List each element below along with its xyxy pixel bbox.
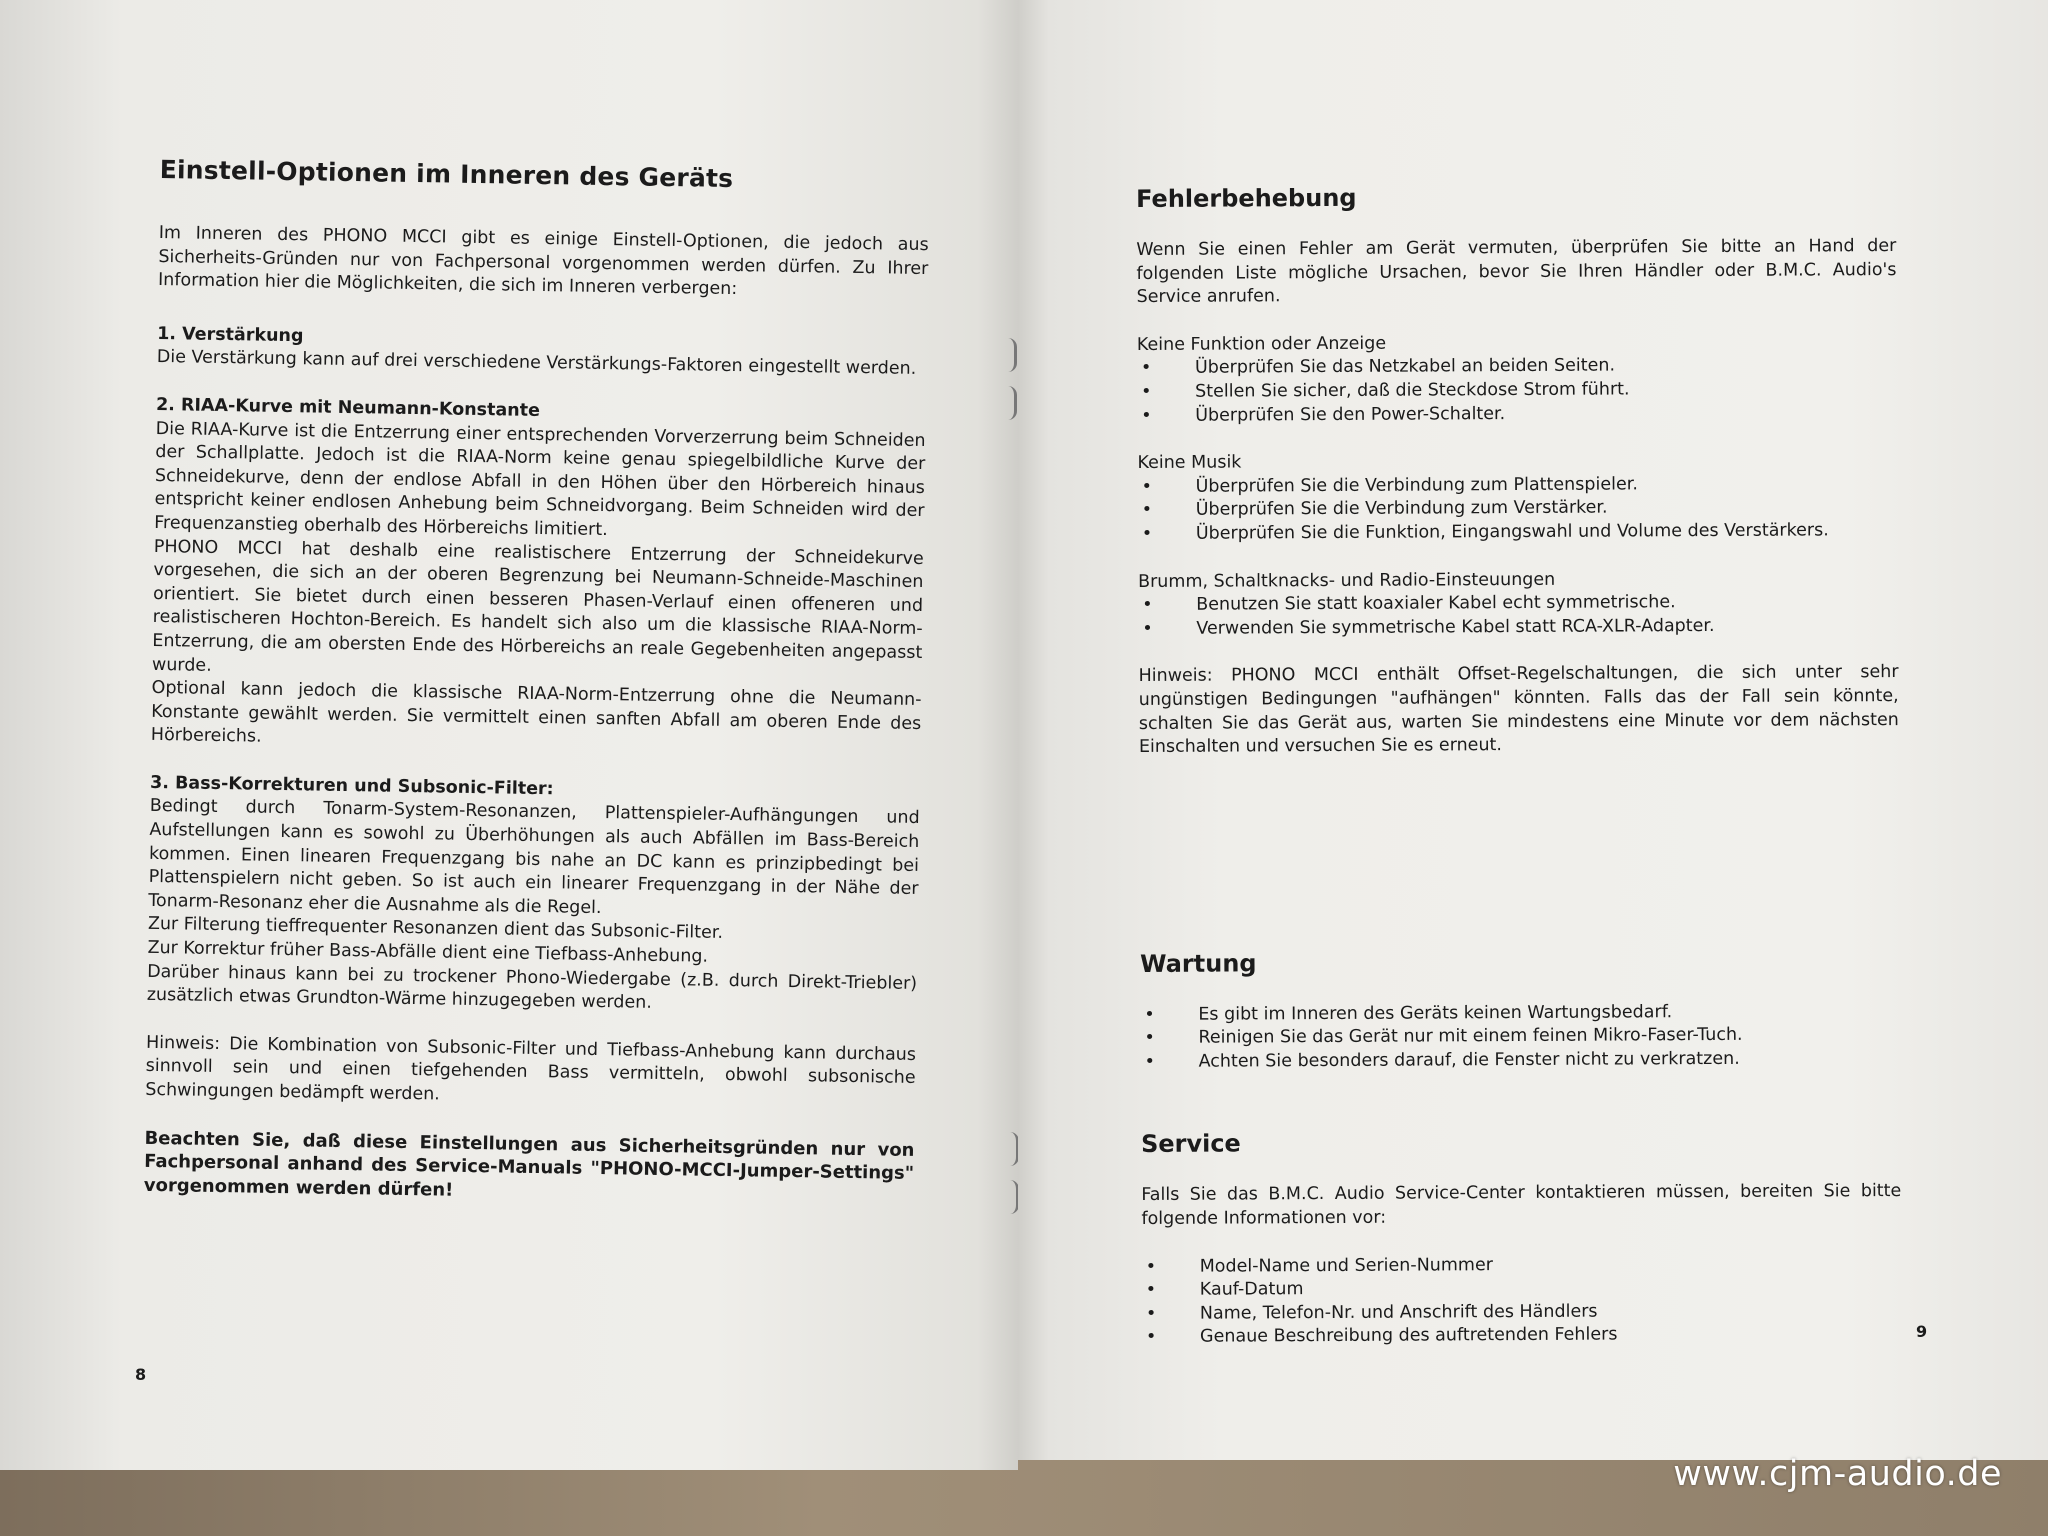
maintenance-section	[1140, 946, 1901, 1075]
checklist	[1137, 353, 1897, 428]
left-page-content	[144, 155, 930, 1209]
hint-paragraph: Hinweis: Die Kombination von Subsonic-Filter und Tiefbass-Anhebung kann durchaus sinnvoll sein und einen tiefgehenden Bass vermitteln, obwohl subsonische Schwingungen bedämpft werden.	[145, 1032, 917, 1105]
left-page-heading: Einstell-Optionen im Inneren des Geräts	[159, 155, 734, 194]
section-paragraph: Zur Korrektur früher Bass-Abfälle dient eine Tiefbass-Anhebung.	[147, 937, 709, 967]
section-riaa	[151, 394, 926, 760]
group-title: Keine Musik	[1137, 452, 1242, 474]
group-no-music	[1137, 448, 1897, 546]
left-page	[0, 0, 1018, 1470]
section-paragraph: Zur Filterung tieffrequenter Resonanzen dient das Subsonic-Filter.	[147, 914, 724, 944]
list-item: • Überprüfen Sie die Funktion, Eingangswahl und Volume des Verstärkers.	[1138, 519, 1898, 547]
list-item: • Es gibt im Inneren des Geräts keinen Wartungsbedarf.	[1140, 1000, 1900, 1028]
group-no-function	[1137, 330, 1897, 428]
service-list	[1142, 1252, 1902, 1350]
list-item: • Überprüfen Sie die Verbindung zum Verstärker.	[1138, 495, 1898, 523]
watermark-url: www.cjm-audio.de	[1673, 1454, 2002, 1494]
section-paragraph: Die RIAA-Kurve ist die Entzerrung einer entsprechenden Vorverzerrung beim Schneiden der Schallplatte. Jedoch ist die RIAA-Norm keine genau spiegelbildliche Kurve der Schneidekurve, denn der endlose Abfall in den Höhen über den Hörbereich hinaus entspricht keiner endlosen Anhebung beim Schneidvorgang. Beim Schneiden wird der Frequenzanstieg oberhalb des Hörbereichs limitiert.	[154, 418, 926, 541]
section-verstaerkung	[157, 323, 928, 382]
list-item: • Benutzen Sie statt koaxialer Kabel echt symmetrische.	[1138, 590, 1898, 618]
service-section	[1141, 1126, 1902, 1350]
section-paragraph: Darüber hinaus kann bei zu trockener Phono-Wiedergabe (z.B. durch Direkt-Triebler) zusätzlich etwas Grundton-Wärme hinzugegeben werden.	[146, 961, 918, 1014]
section-title: 1. Verstärkung	[157, 323, 304, 347]
list-item: • Reinigen Sie das Gerät nur mit einem feinen Mikro-Faser-Tuch.	[1140, 1023, 1900, 1051]
troubleshooting-heading: Fehlerbehebung	[1136, 183, 1357, 213]
section-title: 3. Bass-Korrekturen und Subsonic-Filter:	[149, 772, 554, 800]
section-paragraph: PHONO MCCI hat deshalb eine realistischere Entzerrung der Schneidekurve vorgesehen, die sich an der oberen Begrenzung bei Neumann-Schneide-Maschinen orientiert. Sie bietet durch einen besseren Phasen-Verlauf einen offeneren und realistischeren Hochton-Bereich. Es handelt sich also um die klassische RIAA-Norm-Entzerrung, die am obersten Ende des Hörbereichs an reale Gegebenheiten angepasst wurde.	[151, 536, 924, 676]
checklist	[1138, 472, 1898, 547]
checklist	[1138, 590, 1898, 641]
right-page	[1018, 0, 2048, 1460]
section-paragraph: Die Verstärkung kann auf drei verschiedene Verstärkungs-Faktoren eingestellt werden.	[156, 347, 917, 380]
maintenance-heading: Wartung	[1140, 949, 1257, 978]
group-title: Brumm, Schaltknacks- und Radio-Einsteuungen	[1138, 569, 1556, 592]
left-page-intro: Im Inneren des PHONO MCCI gibt es einige Einstell-Optionen, die jedoch aus Sicherheits-Gründen nur von Fachpersonal vorgenommen werden dürfen. Zu Ihrer Information hier die Möglichkeiten, die sich im Inneren verbergen:	[157, 222, 929, 300]
page-number-right: 9	[1916, 1322, 1928, 1341]
right-page-content	[1136, 181, 1902, 1350]
troubleshooting-intro: Wenn Sie einen Fehler am Gerät vermuten, überprüfen Sie bitte an Hand der folgenden Liste mögliche Ursachen, bevor Sie Ihren Händler oder B.M.C. Audio's Service anrufen.	[1136, 236, 1897, 308]
staple-top	[1008, 338, 1017, 372]
page-number-left: 8	[135, 1365, 147, 1384]
service-heading: Service	[1140, 1129, 1241, 1159]
list-item: • Model-Name und Serien-Nummer	[1142, 1252, 1902, 1280]
list-item: • Verwenden Sie symmetrische Kabel statt RCA-XLR-Adapter.	[1138, 614, 1898, 642]
list-item: • Name, Telefon-Nr. und Anschrift des Händlers	[1142, 1299, 1902, 1327]
section-title: 2. RIAA-Kurve mit Neumann-Konstante	[155, 394, 541, 421]
section-paragraph: Optional kann jedoch die klassische RIAA-Norm-Entzerrung ohne die Neumann-Konstante gewählt werden. Sie vermittelt einen sanften Abfall am oberen Ende des Hörbereichs.	[150, 678, 922, 747]
maintenance-list	[1140, 1000, 1900, 1075]
staple-top-2	[1008, 386, 1017, 420]
list-item: • Überprüfen Sie die Verbindung zum Plattenspieler.	[1138, 472, 1898, 500]
service-intro: Falls Sie das B.M.C. Audio Service-Center kontaktieren müssen, bereiten Sie bitte folgende Informationen vor:	[1141, 1181, 1902, 1230]
list-item: • Achten Sie besonders darauf, die Fenster nicht zu verkratzen.	[1141, 1047, 1901, 1075]
list-item: • Überprüfen Sie den Power-Schalter.	[1137, 401, 1897, 429]
list-item: • Kauf-Datum	[1142, 1275, 1902, 1303]
section-paragraph: Bedingt durch Tonarm-System-Resonanzen, Plattenspieler-Aufhängungen und Aufstellungen kann es sowohl zu Überhöhungen als auch Abfällen im Bass-Bereich kommen. Einen linearen Frequenzgang bis nahe an DC kann es prinzipbedingt bei Plattenspielern nicht geben. So ist auch ein linearer Frequenzgang in der Nähe der Tonarm-Resonanz eher die Ausnahme als die Regel.	[148, 796, 920, 918]
group-hum	[1138, 567, 1898, 642]
safety-warning	[144, 1126, 915, 1209]
section-bass	[147, 772, 921, 1020]
list-item: • Stellen Sie sicher, daß die Steckdose Strom führt.	[1137, 377, 1897, 405]
group-title: Keine Funktion oder Anzeige	[1136, 333, 1387, 355]
list-item: • Genaue Beschreibung des auftretenden Fehlers	[1142, 1322, 1902, 1350]
warning-paragraph: Beachten Sie, daß diese Einstellungen aus Sicherheitsgründen nur von Fachpersonal anhand des Service-Manuals "PHONO-MCCI-Jumper-Settings" vorgenommen werden dürfen!	[143, 1127, 915, 1201]
list-item: • Überprüfen Sie das Netzkabel an beiden Seiten.	[1137, 353, 1897, 381]
left-hint	[145, 1032, 916, 1115]
troubleshooting-hint: Hinweis: PHONO MCCI enthält Offset-Regelschaltungen, die sich unter sehr ungünstigen Bedingungen "aufhängen" könnten. Falls das der Fall sein könnte, schalten Sie das Gerät aus, warten Sie mindestens eine Minute vor dem nächsten Einschalten und versuchen Sie es erneut.	[1138, 662, 1899, 758]
